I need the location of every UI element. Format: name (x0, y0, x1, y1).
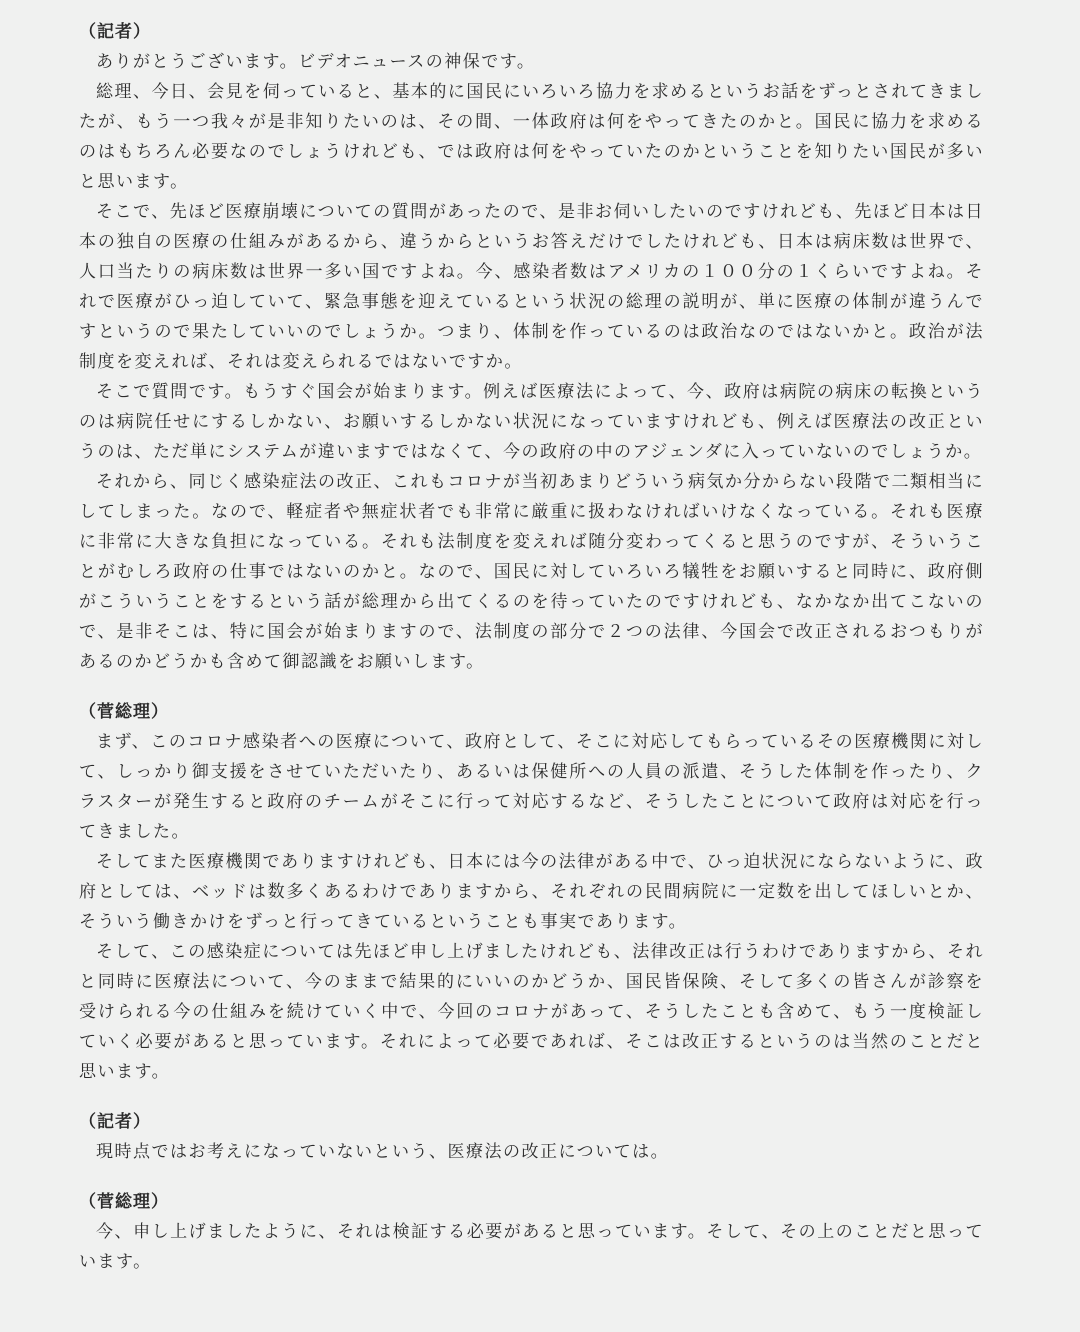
speaker-label: （菅総理） (79, 702, 169, 722)
paragraph: 今、申し上げましたように、それは検証する必要があると思っています。そして、その上のことだと思っています。 (79, 1222, 984, 1272)
speaker-label: （菅総理） (79, 1192, 169, 1212)
paragraph: そこで質問です。もうすぐ国会が始まります。例えば医療法によって、今、政府は病院の病床の転換というのは病院任せにするしかない、お願いするしかない状況になっていますけれども、例えば医療法の改正というのは、ただ単にシステムが違いますではなくて、今の政府の中のアジェンダに入っていないのでしょうか。 (79, 382, 984, 462)
paragraph: まず、このコロナ感染者への医療について、政府として、そこに対応してもらっているその医療機関に対して、しっかり御支援をさせていただいたり、あるいは保健所への人員の派遣、そうした体制を作ったり、クラスターが発生すると政府のチームがそこに行って対応するなど、そうしたことについて政府は対応を行ってきました。 (79, 732, 984, 842)
paragraph: 総理、今日、会見を伺っていると、基本的に国民にいろいろ協力を求めるというお話をずっとされてきましたが、もう一つ我々が是非知りたいのは、その間、一体政府は何をやってきたのかと。国民に協力を求めるのはもちろん必要なのでしょうけれども、では政府は何をやっていたのかということを知りたい国民が多いと思います。 (79, 82, 984, 192)
transcript-section-reporter-1 (79, 17, 984, 677)
speaker-label: （記者） (79, 22, 151, 42)
speaker-label: （記者） (79, 1112, 151, 1132)
paragraph: それから、同じく感染症法の改正、これもコロナが当初あまりどういう病気か分からない段階で二類相当にしてしまった。なので、軽症者や無症状者でも非常に厳重に扱わなければいけなくなっている。それも医療に非常に大きな負担になっている。それも法制度を変えれば随分変わってくると思うのですが、そういうことがむしろ政府の仕事ではないのかと。なので、国民に対していろいろ犠牲をお願いすると同時に、政府側がこういうことをするという話が総理から出てくるのを待っていたのですけれども、なかなか出てこないので、是非そこは、特に国会が始まりますので、法制度の部分で２つの法律、今国会で改正されるおつもりがあるのかどうかも含めて御認識をお願いします。 (79, 472, 984, 672)
paragraph: ありがとうございます。ビデオニュースの神保です。 (96, 52, 536, 72)
paragraph: そしてまた医療機関でありますけれども、日本には今の法律がある中で、ひっ迫状況にならないように、政府としては、ベッドは数多くあるわけでありますから、それぞれの民間病院に一定数を出してほしいとか、そういう働きかけをずっと行ってきているということも事実であります。 (79, 852, 984, 932)
transcript-section-pm-2 (79, 1187, 984, 1277)
paragraph: 現時点ではお考えになっていないという、医療法の改正については。 (96, 1142, 670, 1162)
transcript-section-pm-1 (79, 697, 984, 1087)
transcript-section-reporter-2 (79, 1107, 984, 1167)
paragraph: そして、この感染症については先ほど申し上げましたけれども、法律改正は行うわけでありますから、それと同時に医療法について、今のままで結果的にいいのかどうか、国民皆保険、そして多くの皆さんが診察を受けられる今の仕組みを続けていく中で、今回のコロナがあって、そうしたことも含めて、もう一度検証していく必要があると思っています。それによって必要であれば、そこは改正するというのは当然のことだと思います。 (79, 942, 984, 1082)
paragraph: そこで、先ほど医療崩壊についての質問があったので、是非お伺いしたいのですけれども、先ほど日本は日本の独自の医療の仕組みがあるから、違うからというお答えだけでしたけれども、日本は病床数は世界で、人口当たりの病床数は世界一多い国ですよね。今、感染者数はアメリカの１００分の１くらいですよね。それで医療がひっ迫していて、緊急事態を迎えているという状況の総理の説明が、単に医療の体制が違うんですというので果たしていいのでしょうか。つまり、体制を作っているのは政治なのではないかと。政治が法制度を変えれば、それは変えられるではないですか。 (79, 202, 984, 372)
